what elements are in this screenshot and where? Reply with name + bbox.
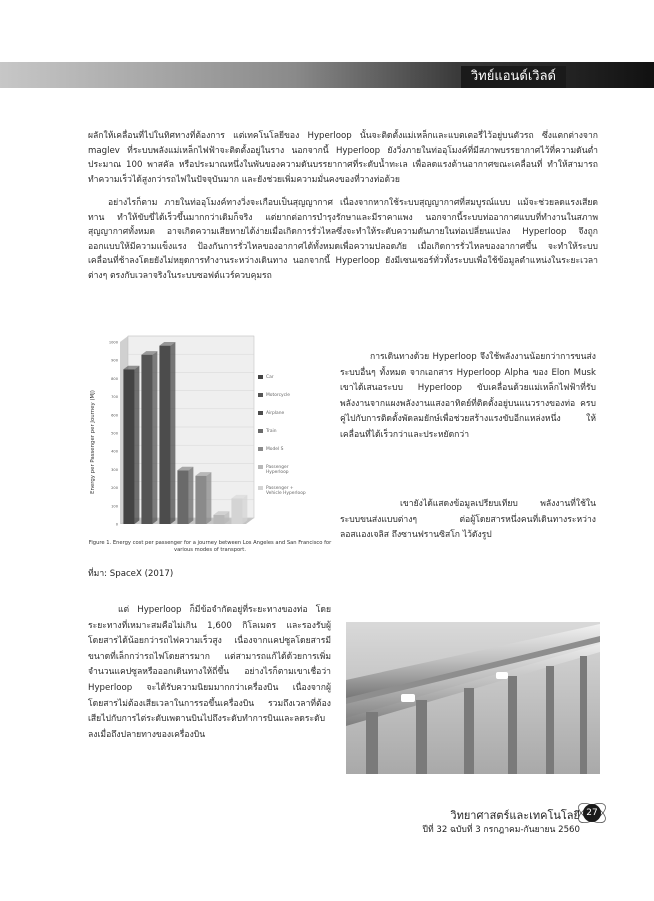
bar: [177, 470, 188, 524]
legend-swatch: [258, 447, 263, 451]
y-tick-label: 500: [111, 431, 118, 436]
legend-label: Hyperloop: [266, 470, 289, 475]
legend-swatch: [258, 465, 263, 469]
y-tick-label: 200: [111, 486, 118, 491]
body-paragraph-5: แต่ Hyperloop ก็มีข้อจำกัดอยู่ที่ระยะทางของท่อ โดยระยะทางที่เหมาะสมคือไม่เกิน 1,600 กิโลเมตร และรองรับผู้โดยสารได้น้อยกว่ารถไฟความเร็วสูง เนื่องจากแคปซูลโดยสารมีขนาดที่เล็กกว่ารถไฟโดยสารมาก แต่สามารถแก้ได้ด้วยการเพิ่มจำนวนแคปซูลหรือออกเดินทางให้ถี่ขึ้น อย่างไรก็ตามเขาเชื่อว่า Hyperloop จะได้รับความนิยมมากกว่าเครื่องบิน เนื่องจากผู้โดยสารไม่ต้องเสียเวลาในการรอขึ้นเครื่องบิน รวมถึงเวลาที่ต้องเสียไปกับการไต่ระดับเพดานบินไปถึงระดับทำการบินและลดระดับลงเมื่อถึงปลายทางของเครื่องบิน: [88, 605, 331, 740]
section-title: วิทย์แอนด์เวิลด์: [461, 66, 566, 88]
legend-swatch: [258, 411, 263, 415]
legend-swatch: [258, 393, 263, 397]
bar-side: [135, 366, 140, 524]
bar: [213, 515, 224, 524]
bar-side: [207, 472, 212, 524]
y-tick-label: 900: [111, 358, 118, 363]
y-tick-label: 600: [111, 413, 118, 418]
bar: [141, 355, 152, 524]
y-tick-label: 0: [115, 522, 118, 527]
body-paragraph-1: ผลักให้เคลื่อนที่ไปในทิศทางที่ต้องการ แต่เทคโนโลยีของ Hyperloop นั้นจะติดตั้งแม่เหล็กและแบตเตอรี่ไว้อยู่บนตัวรถ ซึ่งแตกต่างจาก maglev ที่ระบบพลังแม่เหล็กไฟฟ้าจะติดตั้งอยู่ในราง นอกจากนี้ Hyperloop ยังวิ่งภายในท่ออุโมงค์ที่มีสภาพบรรยากาศไว้ที่ความดันต่ำประมาณ 100 พาสคัล หรือประมาณหนึ่งในพันของความดันบรรยากาศที่ระดับน้ำทะเล เพื่อลดแรงต้านอากาศขณะเคลื่อนที่ ทำให้สามารถทำความเร็วได้สูงกว่ารถไฟในปัจจุบันมาก และยังช่วยเพิ่มความมั่นคงของที่วางท่อด้วย: [88, 131, 598, 185]
bar: [195, 476, 206, 524]
legend-label: Passenger +: [266, 486, 294, 491]
legend-swatch: [258, 375, 263, 379]
bar-side: [153, 351, 158, 524]
y-tick-label: 400: [111, 449, 118, 454]
body-paragraph-3: การเดินทางด้วย Hyperloop จึงใช้พลังงานน้อยกว่าการขนส่งระบบอื่นๆ ทั้งหมด จากเอกสาร Hyperloop Alpha ของ Elon Musk เขาได้เสนอระบบ Hyperloop ขับเคลื่อนด้วยแม่เหล็กไฟฟ้าที่รับพลังงานจากแผงพลังงานแสงอาทิตย์ที่ติดตั้งอยู่บนแนวรางของท่อ ครบคู่ไปกับการติดตั้งพัดลมยักษ์เพื่อช่วยสร้างแรงขับอีกแหล่งหนึ่ง ให้เคลื่อนที่ได้เร็วกว่าและประหยัดกว่า: [340, 352, 596, 440]
legend-label: Airplane: [266, 411, 285, 416]
chart-canvas: [86, 332, 331, 534]
energy-chart: [86, 332, 331, 534]
legend-swatch: [258, 486, 263, 490]
bar: [123, 369, 134, 524]
bar-side: [189, 467, 194, 524]
body-paragraph-2: อย่างไรก็ตาม ภายในท่ออุโมงค์ทางวิ่งจะเกือบเป็นสุญญากาศ เนื่องจากหากใช้ระบบสุญญากาศที่สมบูรณ์แบบ แม้จะช่วยลดแรงเสียดทาน ทำให้ขับขี่ได้เร็วขึ้นมากกว่าเดิมก็จริง แต่ยากต่อการบำรุงรักษาและมีราคาแพง นอกจากนี้ระบบท่ออากาศแบบที่ทำงานในสภาพสุญญากาศทั้งหมด อาจเกิดความเสียหายได้ง่ายเมื่อเกิดการรั่วไหลซึ่งจะทำให้ระดับความดันภายในท่อเปลี่ยนแปลง Hyperloop จึงถูกออกแบบให้มีความแข็งแรง ป้องกันการรั่วไหลของอากาศได้ทั้งหมดเพื่อความปลอดภัย เมื่อเกิดการรั่วไหลของอากาศขึ้น จะทำให้ระบบเคลื่อนที่ช้าลงโดยยังไม่หยุดการทำงานระหว่างเดินทาง นอกจากนี้ Hyperloop ยังมีเซนเซอร์ทั่วทั้งระบบเพื่อใช้ข้อมูลตำแหน่งในระยะเวลาต่างๆ ตรงกับเวลาจริงในระบบซอฟต์แวร์ควบคุมรถ: [88, 198, 598, 281]
y-axis-label: Energy per Passenger per Journey (MJ): [90, 390, 96, 494]
hyperloop-tube-photo: [346, 622, 600, 774]
bar-side: [171, 342, 176, 524]
issue-info: ปีที่ 32 ฉบับที่ 3 กรกฎาคม-กันยายน 2560: [422, 825, 580, 835]
bar: [231, 499, 242, 524]
legend-label: Train: [266, 429, 277, 434]
y-tick-label: 100: [111, 504, 118, 509]
bar-side: [243, 495, 248, 524]
legend-label: Passenger: [266, 465, 289, 470]
bar: [159, 346, 170, 524]
legend-label: Vehicle Hyperloop: [266, 491, 306, 496]
legend-label: Model S: [266, 447, 284, 452]
y-tick-label: 1000: [108, 340, 118, 345]
body-paragraph-4: เขายังได้แสดงข้อมูลเปรียบเทียบ พลังงานที่ใช้ในระบบขนส่งแบบต่างๆ ต่อผู้โดยสารหนึ่งคนที่เดินทางระหว่างลอสแองเจลิส ถึงซานฟรานซิสโก ไว้ดังรูป: [340, 499, 596, 541]
y-tick-label: 300: [111, 467, 118, 472]
legend-label: Motorcycle: [266, 393, 290, 398]
page-number: 27: [583, 804, 601, 822]
y-tick-label: 800: [111, 376, 118, 381]
figure-caption: Figure 1. Energy cost per passenger for a journey between Los Angeles and San Francisco for various modes of transport.: [88, 540, 332, 553]
legend-label: Car: [266, 375, 274, 380]
y-tick-label: 700: [111, 395, 118, 400]
legend-swatch: [258, 429, 263, 433]
figure-source: ที่มา: SpaceX (2017): [88, 569, 174, 579]
journal-title: วิทยาศาสตร์และเทคโนโลยี: [450, 809, 580, 822]
